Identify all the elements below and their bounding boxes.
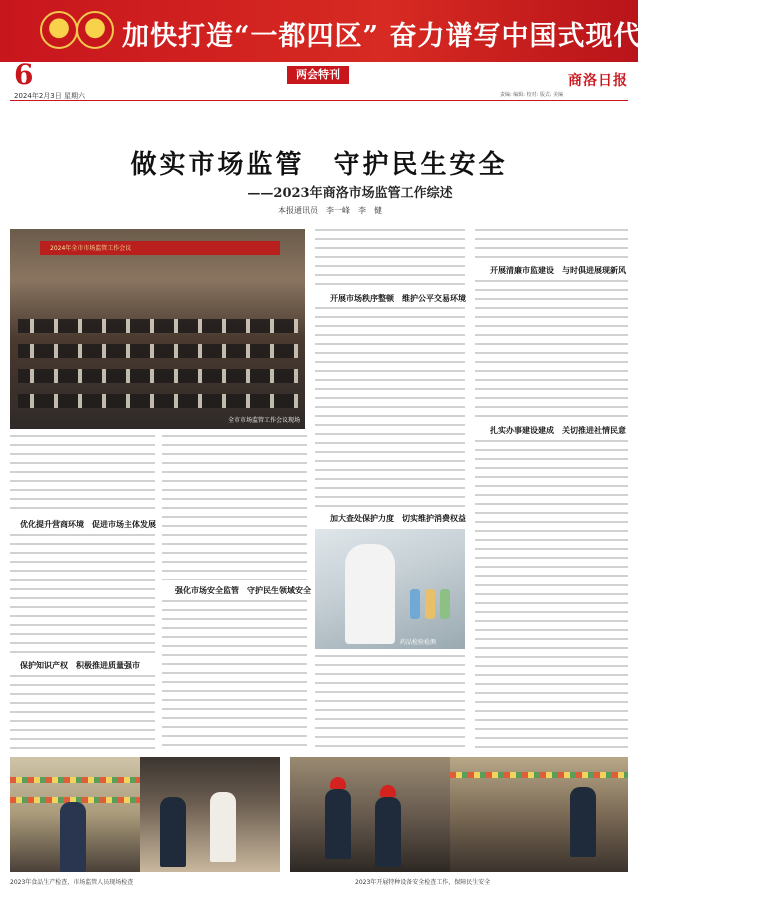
date-line: 2024年2月3日 星期六 xyxy=(14,92,85,100)
shelf xyxy=(450,772,628,778)
inspection-photo xyxy=(140,757,280,872)
audience-row xyxy=(18,394,298,408)
shelf xyxy=(10,777,140,783)
meeting-photo-caption: 全市市场监管工作会议现场 xyxy=(227,417,300,424)
equipment-inspection-photo xyxy=(450,757,628,872)
helmet-icon xyxy=(330,777,346,789)
lab-photo-caption: 药品检验检测 xyxy=(400,639,437,646)
helmet-icon xyxy=(380,785,396,797)
editor-line: 责编: 编辑: 校对: 版式: 美编 xyxy=(500,92,564,98)
audience-row xyxy=(18,369,298,383)
masthead xyxy=(0,0,781,91)
text-block xyxy=(162,600,307,753)
section-heading: 扎实办事建设建成 关切推进社情民意 xyxy=(490,425,626,435)
text-block xyxy=(10,435,155,515)
cppcc-emblem-icon xyxy=(76,11,114,49)
text-block xyxy=(475,280,628,420)
inspector-figure xyxy=(570,787,596,857)
page-number: 6 xyxy=(14,58,34,91)
bottle-icon xyxy=(410,589,420,619)
text-block xyxy=(162,435,307,580)
article-headline: 做实市场监管 守护民生安全 xyxy=(130,150,508,180)
text-block xyxy=(10,675,155,753)
inspector-figure xyxy=(60,802,86,872)
text-block xyxy=(315,307,465,507)
meeting-photo xyxy=(10,229,305,429)
worker-figure xyxy=(210,792,236,862)
text-block xyxy=(315,655,465,753)
text-block xyxy=(315,229,465,289)
section-heading: 加大查处保护力度 切实维护消费权益 xyxy=(330,513,466,523)
paper-name: 商洛日报 xyxy=(568,73,628,89)
text-block xyxy=(475,440,628,750)
bottom-left-caption: 2023年食品生产检查，市场监管人员现场检查 xyxy=(10,879,134,886)
audience-row xyxy=(18,344,298,358)
inspector-figure xyxy=(325,789,351,859)
party-emblem-icon xyxy=(40,11,78,49)
section-heading: 开展清廉市监建设 与时俱进展现新风 xyxy=(490,265,626,275)
bottle-icon xyxy=(425,589,435,619)
inspection-photo xyxy=(10,757,140,872)
bottle-icon xyxy=(440,589,450,619)
lab-worker xyxy=(345,544,395,644)
bottom-right-caption: 2023年开展特种设备安全检查工作，保障民生安全 xyxy=(355,879,491,886)
equipment-inspection-photo xyxy=(290,757,450,872)
section-heading: 强化市场安全监管 守护民生领域安全 xyxy=(175,585,311,595)
section-heading: 优化提升营商环境 促进市场主体发展 xyxy=(20,519,156,529)
article-subheadline: ——2023年商洛市场监管工作综述 xyxy=(247,186,453,201)
inspector-figure xyxy=(160,797,186,867)
article-byline: 本报通讯员 李一峰 李 健 xyxy=(278,206,382,215)
section-heading: 保护知识产权 积极推进质量强市 xyxy=(20,660,140,670)
section-tag: 两会特刊 xyxy=(287,66,349,84)
meeting-banner-text: 2024年全市市场监管工作会议 xyxy=(50,245,132,252)
text-block xyxy=(475,229,628,261)
lab-photo xyxy=(315,529,465,649)
masthead-title: 加快打造“一都四区” 奋力谱写中国式现代化商洛篇章 xyxy=(122,21,781,52)
inspector-figure xyxy=(375,797,401,867)
section-heading: 开展市场秩序整顿 维护公平交易环境 xyxy=(330,293,466,303)
header-rule xyxy=(10,100,628,101)
text-block xyxy=(10,534,155,654)
audience-row xyxy=(18,319,298,333)
